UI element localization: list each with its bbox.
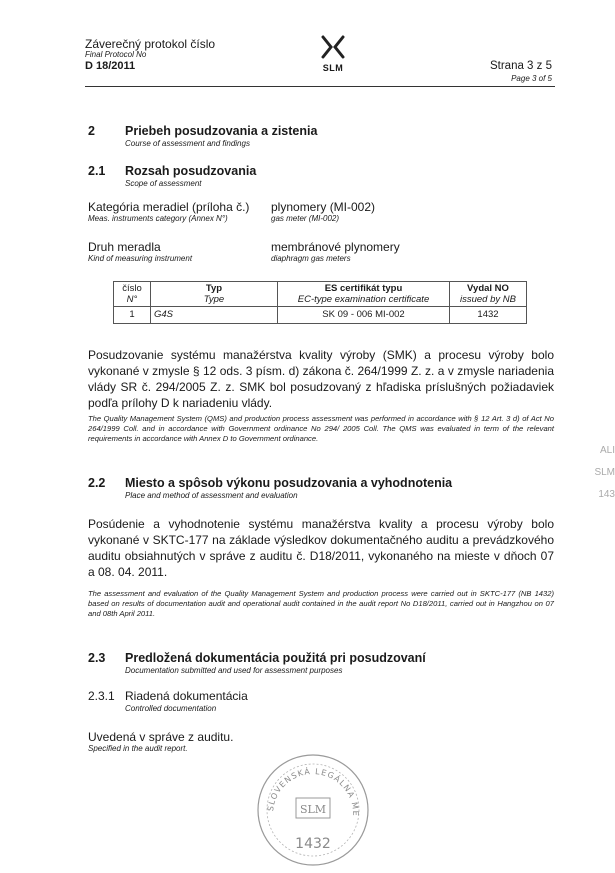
section-2-1-subtitle: Scope of assessment <box>125 179 202 188</box>
stamp-center: SLM <box>299 803 327 816</box>
cell-number: 1 <box>114 307 151 324</box>
section-2-subtitle: Course of assessment and findings <box>125 139 250 148</box>
official-stamp <box>255 752 371 868</box>
documentation-note: Uvedená v správe z auditu. <box>88 730 234 744</box>
cell-issuer: 1432 <box>450 307 527 324</box>
kind-value-en: diaphragm gas meters <box>271 254 351 263</box>
page-number-en: Page 3 of 5 <box>511 74 552 83</box>
slm-logo-text: SLM <box>322 63 344 73</box>
slm-logo <box>318 35 348 73</box>
section-2-2-paragraph: Posúdenie a vyhodnotenie systému manažérstva kvality a procesu výroby bolo vykonané v SKTC-177 na základe výsledkov dokumentačného auditu a prevádzkového auditu obsiahnutých v správe z auditu č. D18/2011, vykonaného na mieste v dňoch 07 a 08. 04. 2011. <box>88 517 554 579</box>
table-row <box>114 307 527 324</box>
slm-logo-icon <box>318 35 348 59</box>
col-type-header: Typ Type <box>151 282 278 307</box>
category-value: plynomery (MI-002) <box>271 200 376 214</box>
section-2-1-title: Rozsah posudzovania <box>125 164 257 178</box>
section-2-3-1-title: Riadená dokumentácia <box>125 689 248 703</box>
stamp-seal-icon <box>255 752 371 868</box>
stamp-number: 1432 <box>295 836 331 852</box>
col-certificate-header: ES certifikát typu EC-type examination certificate <box>278 282 450 307</box>
section-2-3-1-subtitle: Controlled documentation <box>125 704 217 713</box>
section-2-3-1-number: 2.3.1 <box>88 689 115 703</box>
header-divider <box>85 86 555 87</box>
section-2-2-paragraph-en: The assessment and evaluation of the Quality Management System and production process were carried out in SKTC-177 (NB 1432) based on results of documentation audit and operational audit contained in the audit report No D18/2011, carried out in Hangzhou on 07 and 08th April 2011. <box>88 589 554 618</box>
stamp-ring-text: SLOVENSKÁ LEGÁLNA ME <box>266 766 361 817</box>
section-2-title: Priebeh posudzovania a zistenia <box>125 124 318 138</box>
kind-value: membránové plynomery <box>271 240 400 254</box>
certificate-table <box>113 281 527 324</box>
page-number: Strana 3 z 5 <box>489 60 552 72</box>
cell-type: G4S <box>151 307 278 324</box>
col-number-header: číslo N° <box>114 282 151 307</box>
section-2-1-paragraph-en: The Quality Management System (QMS) and production process assessment was performed in accordance with § 12 Art. 3 d) of Act No 264/1999 Coll. and in accordance with Government ordinance No 294/ 2005 Coll. The QMS was evaluated in term of the relevant requirements in accordance with Annex D to Government ordinance. <box>88 414 554 443</box>
col-issuer-header: Vydal NO issued by NB <box>450 282 527 307</box>
edge-stamp-fragment: ALI SLM 143 <box>594 445 615 500</box>
section-2-2-number: 2.2 <box>88 476 106 490</box>
cell-certificate: SK 09 - 006 MI-002 <box>278 307 450 324</box>
section-2-1-number: 2.1 <box>88 164 106 178</box>
section-2-3-number: 2.3 <box>88 651 106 665</box>
protocol-title-en: Final Protocol No <box>85 50 147 59</box>
category-label: Kategória meradiel (príloha č.) <box>88 200 250 214</box>
section-2-1-paragraph: Posudzovanie systému manažérstva kvality výroby (SMK) a procesu výroby bolo vykonané v zmysle § 12 ods. 3 písm. d) zákona č. 264/1999 Z. z. a v zmysle nariadenia vlády SR č. 294/2005 Z. z. SMK bol posudzovaný z hľadiska príslušných požiadaviek podľa prílohy D k nariadeniu vlády. <box>88 348 554 410</box>
table-header-row <box>114 282 527 307</box>
section-2-number: 2 <box>88 124 95 138</box>
kind-label: Druh meradla <box>88 240 161 254</box>
section-2-2-subtitle: Place and method of assessment and evaluation <box>125 491 298 500</box>
category-label-en: Meas. instruments category (Annex N°) <box>88 214 228 223</box>
section-2-2-title: Miesto a spôsob výkonu posudzovania a vyhodnotenia <box>125 476 453 490</box>
category-value-en: gas meter (MI-002) <box>271 214 340 223</box>
protocol-title: Záverečný protokol číslo <box>85 37 216 51</box>
protocol-code: D 18/2011 <box>85 60 136 72</box>
documentation-note-en: Specified in the audit report. <box>88 744 188 753</box>
kind-label-en: Kind of measuring instrument <box>88 254 193 263</box>
section-2-3-title: Predložená dokumentácia použitá pri posudzovaní <box>125 651 426 665</box>
section-2-3-subtitle: Documentation submitted and used for assessment purposes <box>125 666 343 675</box>
